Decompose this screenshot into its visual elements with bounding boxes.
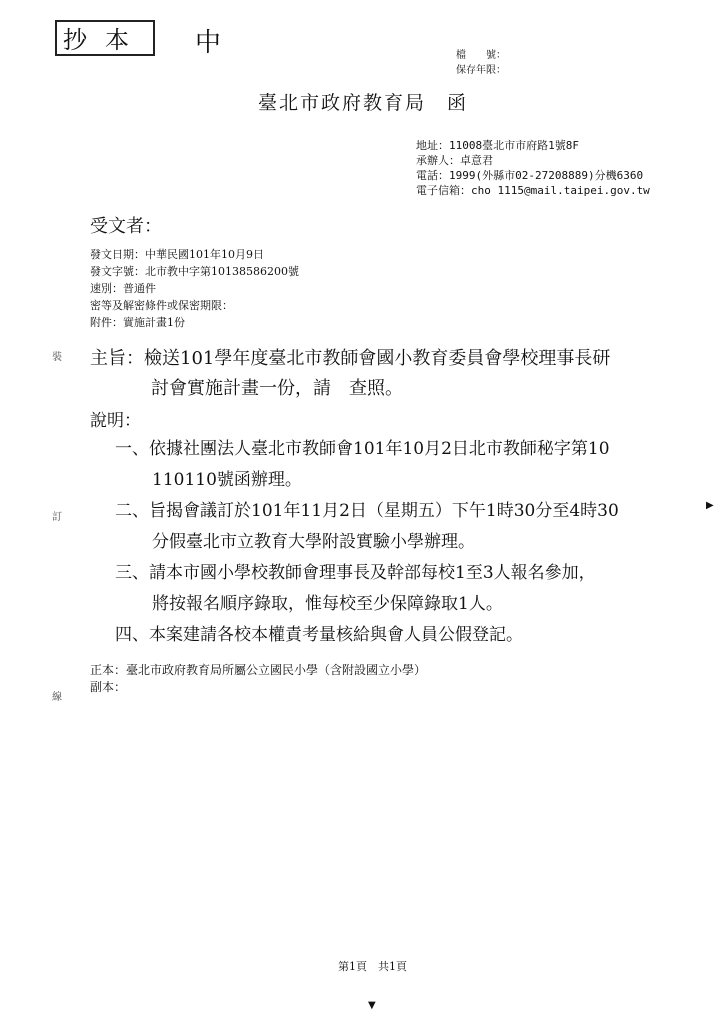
document-meta: [90, 246, 299, 331]
document-number: 發文字號：北市教中字第10138586200號: [90, 265, 299, 278]
list-item: 二、旨揭會議訂於101年11月2日（星期五）下午1時30分至4時30: [115, 501, 619, 521]
subject: [90, 344, 610, 404]
explanation-items: [115, 434, 619, 651]
sender-handler: 承辦人：卓意君: [416, 154, 493, 167]
down-arrow-icon: ▼: [368, 1000, 376, 1011]
document-title: 臺北市政府教育局 函: [258, 92, 469, 114]
sender-info: [416, 138, 650, 198]
copy-receiver: 副本：: [90, 680, 127, 694]
security-class: 密等及解密條件或保密期限：: [90, 299, 233, 312]
retention-label: 保存年限：: [456, 65, 506, 76]
subject-line-2: 討會實施計畫一份，請 查照。: [151, 378, 403, 399]
stamp-mark: 中: [195, 28, 222, 58]
list-item: 110110號函辦理。: [152, 470, 302, 490]
main-receiver: 正本：臺北市政府教育局所屬公立國民小學（含附設國立小學）: [90, 663, 427, 677]
attachment: 附件：實施計畫1份: [90, 316, 185, 329]
sender-phone: 電話：1999(外縣市02-27208889)分機6360: [416, 169, 644, 182]
archive-info: [456, 48, 506, 78]
explanation-label: 說明：: [90, 411, 141, 431]
list-item: 一、依據社團法人臺北市教師會101年10月2日北市教師秘字第10: [115, 439, 610, 459]
recipient-label: 受文者：: [90, 216, 162, 237]
receivers: [90, 662, 426, 696]
binding-mark-mid: 訂: [52, 512, 62, 523]
copy-stamp: 抄本: [55, 20, 155, 56]
issue-date: 發文日期：中華民國101年10月9日: [90, 248, 264, 261]
list-item: 四、本案建請各校本權責考量核給與會人員公假登記。: [115, 625, 523, 645]
speed-class: 速別：普通件: [90, 282, 156, 295]
list-item: 三、請本市國小學校教師會理事長及幹部每校1至3人報名參加，: [115, 563, 596, 583]
binding-mark-top: 裝: [52, 352, 62, 363]
page-number: 第1頁 共1頁: [338, 960, 407, 973]
subject-line-1: 主旨：檢送101學年度臺北市教師會國小教育委員會學校理事長研: [90, 348, 611, 369]
next-arrow-icon: ▶: [706, 500, 714, 511]
list-item: 將按報名順序錄取，惟每校至少保障錄取1人。: [152, 594, 503, 614]
sender-address: 地址：11008臺北市市府路1號8F: [416, 139, 579, 152]
sender-email: 電子信箱：cho 1115@mail.taipei.gov.tw: [416, 184, 650, 197]
file-number-label: 檔 號：: [456, 50, 506, 61]
list-item: 分假臺北市立教育大學附設實驗小學辦理。: [152, 532, 475, 552]
binding-mark-bottom: 線: [52, 692, 62, 703]
